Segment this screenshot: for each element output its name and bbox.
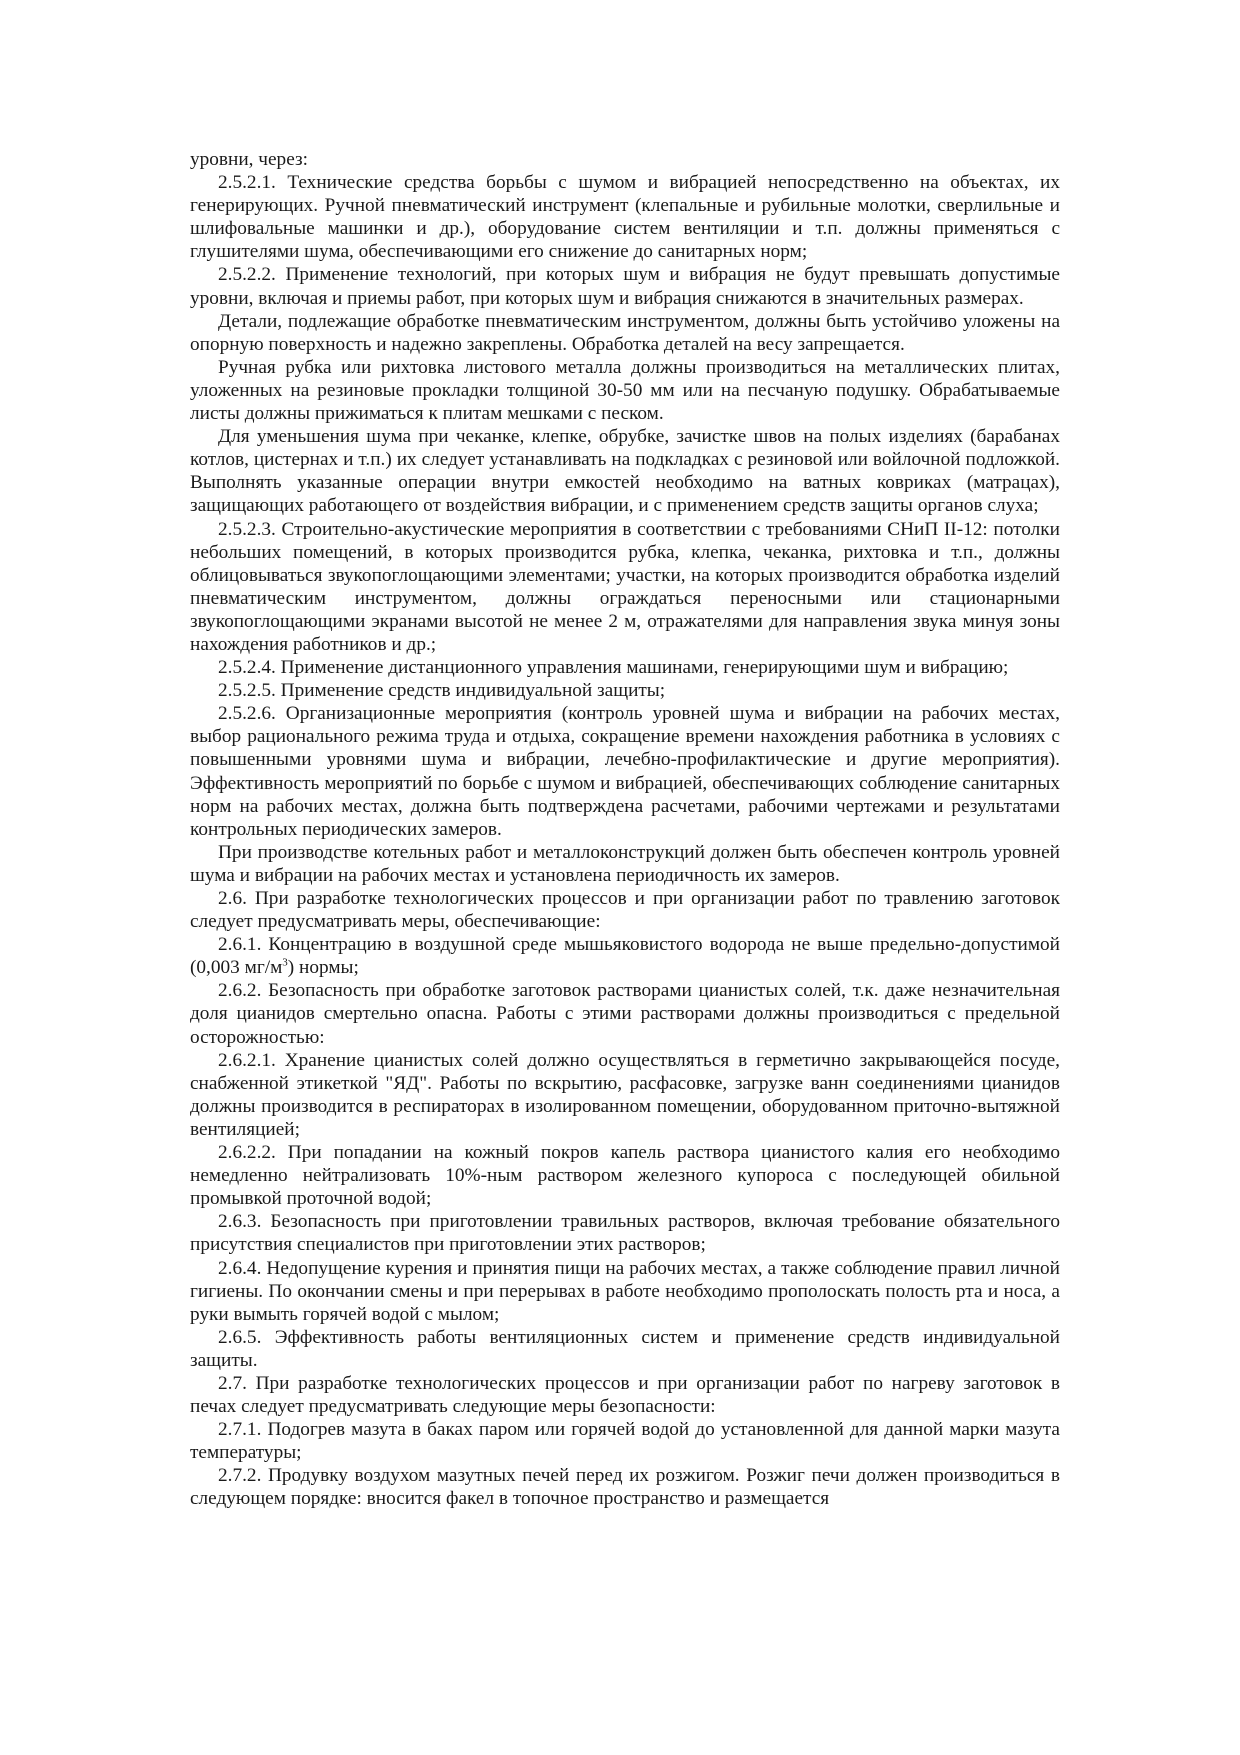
superscript: 3 — [282, 956, 288, 969]
paragraph: Детали, подлежащие обработке пневматическим инструментом, должны быть устойчиво уложены на опорную поверхность и надежно закреплены. Обработка деталей на весу запрещается. — [190, 310, 1060, 355]
paragraph: 2.6.4. Недопущение курения и принятия пищи на рабочих местах, а также соблюдение правил личной гигиены. По окончании смены и при перерывах в работе необходимо прополоскать полость рта и носа, а руки вымыть горячей водой с мылом; — [190, 1257, 1060, 1325]
paragraph: 2.5.2.5. Применение средств индивидуальной защиты; — [218, 680, 666, 702]
paragraph: 2.7. При разработке технологических процессов и при организации работ по нагреву заготовок в печах следует предусматривать следующие меры безопасности: — [190, 1372, 1060, 1418]
paragraph-text: ) нормы; — [287, 957, 359, 979]
document-body — [190, 148, 1060, 1511]
paragraph: 2.6.2. Безопасность при обработке заготовок растворами цианистых солей, т.к. даже незначительная доля цианидов смертельно опасна. Работы с этими растворами должны производиться с предельной осторожностью: — [190, 980, 1060, 1048]
paragraph: 2.6.5. Эффективность работы вентиляционных систем и применение средств индивидуальной защиты. — [190, 1326, 1060, 1371]
paragraph: 2.6. При разработке технологических процессов и при организации работ по травлению заготовок следует предусматривать меры, обеспечивающие: — [190, 888, 1060, 933]
paragraph: 2.5.2.2. Применение технологий, при которых шум и вибрация не будут превышать допустимые уровни, включая и приемы работ, при которых шум и вибрация снижаются в значительных размерах. — [190, 264, 1060, 309]
paragraph: 2.7.1. Подогрев мазута в баках паром или горячей водой до установленной для данной марки мазута температуры; — [190, 1419, 1060, 1464]
paragraph: 2.6.2.1. Хранение цианистых солей должно осуществляться в герметично закрывающейся посуде, снабженной этикеткой "ЯД". Работы по вскрытию, расфасовке, загрузке ванн соединениями цианидов должны производится в респираторах в изолированном помещении, оборудованном приточно-вытяжной вентиляцией; — [190, 1049, 1060, 1140]
paragraph: 2.7.2. Продувку воздухом мазутных печей перед их розжигом. Розжиг печи должен производиться в следующем порядке: вносится факел в топочное пространство и размещается — [190, 1465, 1060, 1510]
paragraph: 2.5.2.3. Строительно-акустические мероприятия в соответствии с требованиями СНиП II-12: потолки небольших помещений, в которых производится рубка, клепка, чеканка, рихтовка и т.п., должны облицовываться звукопоглощающими элементами; участки, на которых производится обработка изделий пневматическим инструментом, должны ограждаться переносными или стационарными звукопоглощающими экранами высотой не менее 2 м, отражателями для направления звука минуя зоны нахождения работников и др.; — [190, 518, 1060, 655]
paragraph: 2.6.2.2. При попадании на кожный покров капель раствора цианистого калия его необходимо немедленно нейтрализовать 10%-ным раствором железного купороса с последующей обильной промывкой проточной водой; — [190, 1142, 1060, 1210]
paragraph: 2.6.3. Безопасность при приготовлении травильных растворов, включая требование обязательного присутствия специалистов при приготовлении этих растворов; — [190, 1211, 1060, 1256]
paragraph — [190, 933, 1060, 979]
paragraph-text: 2.6.1. Концентрацию в воздушной среде мышьяковистого водорода не выше предельно-допустимой (0,003 мг/м — [190, 934, 1060, 979]
paragraph: Ручная рубка или рихтовка листового металла должны производиться на металлических плитах, уложенных на резиновые прокладки толщиной 30-50 мм или на песчаную подушку. Обрабатываемые листы должны прижиматься к плитам мешками с песком. — [190, 356, 1060, 425]
paragraph: Для уменьшения шума при чеканке, клепке, обрубке, зачистке швов на полых изделиях (барабанах котлов, цистернах и т.п.) их следует устанавливать на подкладках с резиновой или войлочной подложкой. Выполнять указанные операции внутри емкостей необходимо на ватных ковриках (матрацах), защищающих работающего от воздействия вибрации, и с применением средств защиты органов слуха; — [190, 426, 1060, 517]
paragraph: 2.5.2.1. Технические средства борьбы с шумом и вибрацией непосредственно на объектах, их генерирующих. Ручной пневматический инструмент (клепальные и рубильные молотки, сверлильные и шлифовальные машинки и др.), оборудование систем вентиляции и т.п. должны применяться с глушителями шума, обеспечивающими его снижение до санитарных норм; — [190, 172, 1060, 263]
paragraph: 2.5.2.4. Применение дистанционного управления машинами, генерирующими шум и вибрацию; — [218, 657, 1009, 679]
paragraph: При производстве котельных работ и металлоконструкций должен быть обеспечен контроль уровней шума и вибрации на рабочих местах и установлена периодичность их замеров. — [190, 841, 1060, 886]
paragraph: уровни, через: — [190, 149, 308, 170]
paragraph: 2.5.2.6. Организационные мероприятия (контроль уровней шума и вибрации на рабочих местах, выбор рационального режима труда и отдыха, сокращение времени нахождения работника в условиях с повышенными уровнями шума и вибрации, лечебно-профилактические и другие мероприятия). Эффективность мероприятий по борьбе с шумом и вибрацией, обеспечивающих соблюдение санитарных норм на рабочих местах, должна быть подтверждена расчетами, рабочими чертежами и результатами контрольных периодических замеров. — [190, 703, 1060, 840]
